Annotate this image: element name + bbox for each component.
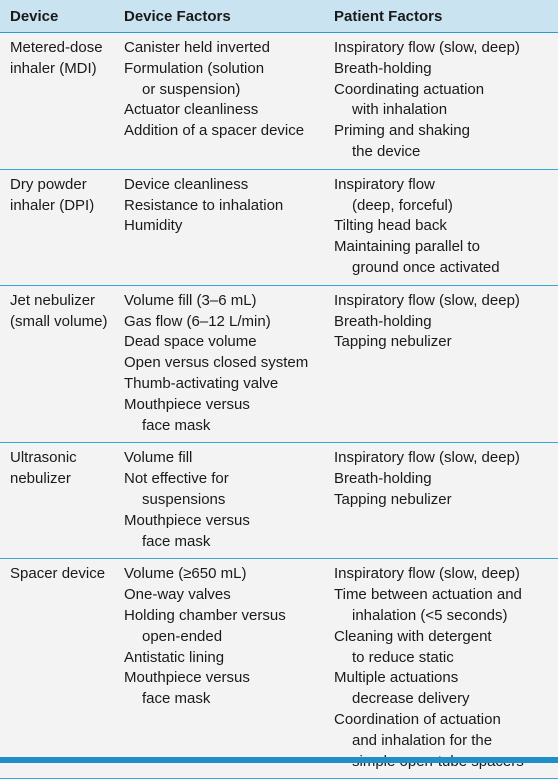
patient-factor-line: decrease delivery: [352, 690, 470, 708]
patient-factor-line: inhalation (<5 seconds): [352, 606, 508, 624]
device-name-line: (small volume): [10, 312, 108, 330]
device-factor-line: Addition of a spacer device: [124, 122, 305, 140]
table-row: [0, 33, 558, 170]
device-factor-line: Mouthpiece versus: [124, 669, 250, 687]
device-factor-line: Mouthpiece versus: [124, 511, 250, 529]
device-factor-line: Gas flow (6–12 L/min): [124, 312, 271, 330]
device-name-line: Ultrasonic: [10, 449, 77, 467]
header-row: [0, 0, 558, 33]
patient-factor-line: Maintaining parallel to: [334, 238, 480, 256]
patient-factors-cell: [334, 443, 558, 559]
device-factors-cell: [124, 33, 334, 170]
device-factor-line: Canister held inverted: [124, 39, 270, 56]
table-row: [0, 559, 558, 779]
device-factors-cell: [124, 559, 334, 779]
device-factor-line: Volume fill: [124, 449, 193, 467]
device-name-cell: [0, 559, 124, 779]
header-device: Device: [0, 0, 124, 33]
device-factor-line: Volume fill (3–6 mL): [124, 291, 257, 309]
device-factors-cell: [124, 169, 334, 285]
patient-factor-line: Cleaning with detergent: [334, 627, 492, 645]
device-factor-line: Dead space volume: [124, 333, 257, 351]
patient-factor-line: Inspiratory flow (slow, deep): [334, 291, 520, 309]
patient-factor-line: Priming and shaking: [334, 122, 470, 140]
device-name-cell: [0, 443, 124, 559]
patient-factors-cell: [334, 33, 558, 170]
bottom-rule: [0, 757, 558, 763]
patient-factors-cell: [334, 559, 558, 779]
patient-factor-line: Coordinating actuation: [334, 80, 485, 98]
device-name-cell: [0, 169, 124, 285]
patient-factor-line: Inspiratory flow (slow, deep): [334, 565, 520, 583]
patient-factor-line: Inspiratory flow: [334, 175, 435, 193]
device-factor-line: Open versus closed system: [124, 354, 309, 372]
device-factor-line: Resistance to inhalation: [124, 196, 284, 214]
device-factor-line: face mask: [142, 416, 211, 434]
patient-factor-line: the device: [352, 142, 421, 160]
device-factor-line: Actuator cleanliness: [124, 101, 259, 119]
patient-factor-line: Tapping nebulizer: [334, 333, 452, 351]
patient-factor-line: ground once activated: [352, 258, 500, 276]
table-body: [0, 33, 558, 779]
header-device-factors: Device Factors: [124, 0, 334, 33]
device-factor-line: Humidity: [124, 217, 183, 235]
patient-factor-line: Tilting head back: [334, 217, 447, 235]
table-row: [0, 443, 558, 559]
device-name-cell: [0, 285, 124, 443]
device-name-cell: [0, 33, 124, 170]
patient-factor-line: Coordination of actuation: [334, 710, 501, 728]
patient-factor-line: Inspiratory flow (slow, deep): [334, 449, 520, 467]
device-factor-line: Device cleanliness: [124, 175, 249, 193]
patient-factors-cell: [334, 169, 558, 285]
patient-factor-line: Inspiratory flow (slow, deep): [334, 39, 520, 56]
device-name-line: inhaler (DPI): [10, 196, 95, 214]
device-factor-line: or suspension): [142, 80, 241, 98]
patient-factor-line: Multiple actuations: [334, 669, 459, 687]
patient-factor-line: to reduce static: [352, 648, 454, 666]
table-row: [0, 285, 558, 443]
patient-factor-line: and inhalation for the: [352, 731, 493, 749]
device-factor-line: Thumb-activating valve: [124, 374, 279, 392]
header-patient-factors: Patient Factors: [334, 0, 558, 33]
patient-factor-line: Breath-holding: [334, 470, 432, 488]
patient-factor-line: with inhalation: [352, 101, 448, 119]
patient-factor-line: Breath-holding: [334, 59, 432, 77]
device-name-line: Jet nebulizer: [10, 291, 96, 309]
device-factor-line: Antistatic lining: [124, 648, 225, 666]
device-factor-line: face mask: [142, 532, 211, 550]
device-factor-line: Formulation (solution: [124, 59, 265, 77]
device-name-line: Spacer device: [10, 565, 106, 583]
patient-factor-line: Tapping nebulizer: [334, 490, 452, 508]
patient-factor-line: Breath-holding: [334, 312, 432, 330]
patient-factor-line: Time between actuation and: [334, 586, 522, 604]
device-factor-line: Mouthpiece versus: [124, 395, 250, 413]
device-factor-line: Not effective for: [124, 470, 229, 488]
patient-factors-cell: [334, 285, 558, 443]
device-name-line: inhaler (MDI): [10, 59, 97, 77]
device-factor-line: Holding chamber versus: [124, 606, 286, 624]
table-row: [0, 169, 558, 285]
device-name-line: Dry powder: [10, 175, 87, 193]
device-factors-cell: [124, 285, 334, 443]
device-factor-line: open-ended: [142, 627, 223, 645]
device-factor-line: Volume (≥650 mL): [124, 565, 247, 583]
table-header: [0, 0, 558, 33]
patient-factor-line: (deep, forceful): [352, 196, 453, 214]
device-factor-line: suspensions: [142, 490, 226, 508]
device-name-line: Metered-dose: [10, 39, 103, 56]
device-factor-line: One-way valves: [124, 586, 231, 604]
device-factor-line: face mask: [142, 690, 211, 708]
device-name-line: nebulizer: [10, 470, 71, 488]
device-factors-cell: [124, 443, 334, 559]
